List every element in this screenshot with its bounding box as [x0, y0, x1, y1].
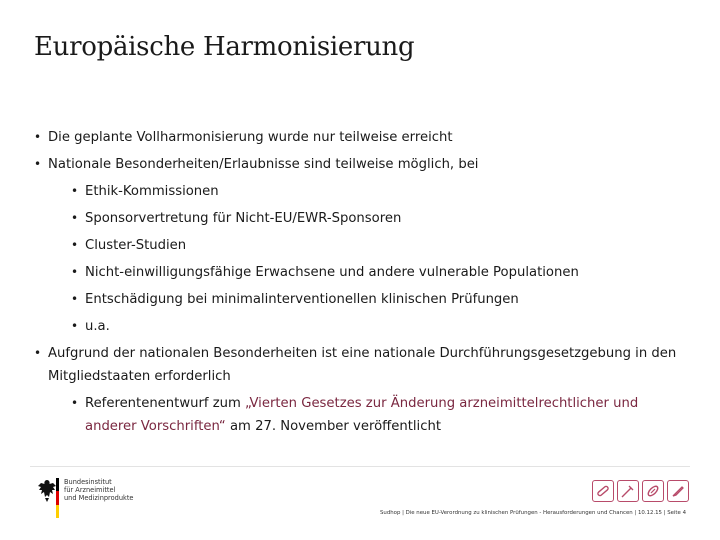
sub-bullet-item	[71, 315, 110, 338]
eagle-icon	[36, 478, 58, 504]
bullet-dot-icon: •	[71, 292, 79, 306]
capsule-icon	[642, 480, 664, 502]
bullet-text: Entschädigung bei minimalinterventionellen klinischen Prüfungen	[85, 292, 519, 307]
slide-title: Europäische Harmonisierung	[34, 32, 415, 62]
bullet-item	[34, 153, 479, 176]
bullet-dot-icon: •	[34, 130, 42, 144]
bullet-text: u.a.	[85, 319, 110, 334]
bullet-dot-icon: •	[71, 211, 79, 225]
bullet-dot-icon: •	[34, 346, 42, 360]
pill-icon	[592, 480, 614, 502]
flag-red-stripe	[56, 491, 59, 504]
logo-text	[64, 478, 134, 502]
bullet-dot-icon: •	[71, 396, 79, 410]
bullet-text: Referentenentwurf zum	[85, 396, 246, 411]
law-title-highlight: anderer Vorschriften“	[85, 419, 226, 434]
logo-line: Bundesinstitut	[64, 478, 112, 486]
bullet-dot-icon: •	[71, 265, 79, 279]
logo-line: für Arzneimittel	[64, 486, 116, 494]
sub-bullet-item	[71, 180, 219, 203]
flag-black-stripe	[56, 478, 59, 491]
bullet-text: am 27. November veröffentlicht	[225, 419, 441, 434]
footer-divider	[30, 466, 690, 467]
bullet-dot-icon: •	[34, 157, 42, 171]
flag-gold-stripe	[56, 505, 59, 518]
bullet-text: Sponsorvertretung für Nicht-EU/EWR-Sponsoren	[85, 211, 402, 226]
bullet-dot-icon: •	[71, 319, 79, 333]
bfarm-logo	[36, 478, 156, 520]
law-title-highlight: „Vierten Gesetzes zur Änderung arzneimittelrechtlicher und	[245, 396, 639, 411]
syringe-icon	[617, 480, 639, 502]
bullet-text: Nicht-einwilligungsfähige Erwachsene und andere vulnerable Populationen	[85, 265, 579, 280]
german-flag-stripe	[56, 478, 59, 518]
bullet-text: Nationale Besonderheiten/Erlaubnisse sind teilweise möglich, bei	[48, 157, 479, 172]
bullet-text: Aufgrund der nationalen Besonderheiten ist eine nationale Durchführungsgesetzgebung in den	[48, 346, 677, 361]
bullet-item	[34, 342, 677, 388]
sub-bullet-item	[71, 392, 639, 438]
footer-citation: Sudhop | Die neue EU-Verordnung zu klinischen Prüfungen - Herausforderungen und Chancen | 10.12.15 | Seite 4	[379, 510, 686, 516]
sub-bullet-item	[71, 261, 579, 284]
sub-bullet-item	[71, 288, 519, 311]
bullet-item	[34, 126, 453, 149]
pen-icon	[667, 480, 689, 502]
sub-bullet-item	[71, 234, 187, 257]
bullet-text-continuation: Mitgliedstaaten erforderlich	[48, 369, 231, 384]
sub-bullet-item	[71, 207, 402, 230]
bullet-text: Die geplante Vollharmonisierung wurde nur teilweise erreicht	[48, 130, 453, 145]
bullet-text: Ethik-Kommissionen	[85, 184, 219, 199]
bullet-text: Cluster-Studien	[85, 238, 187, 253]
bullet-dot-icon: •	[71, 184, 79, 198]
bullet-dot-icon: •	[71, 238, 79, 252]
decorative-icon-row	[592, 480, 688, 502]
logo-line: und Medizinprodukte	[64, 494, 134, 502]
